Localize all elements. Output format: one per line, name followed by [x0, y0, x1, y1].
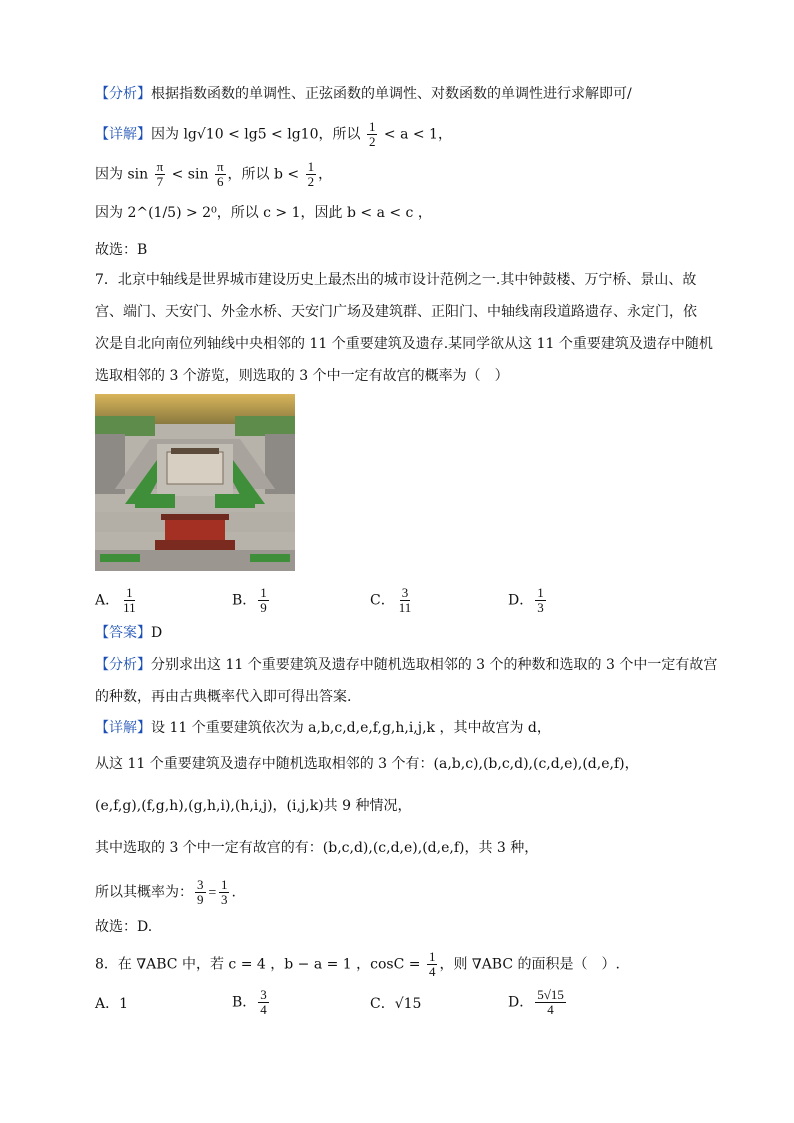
q6-detail-2-mid: < sin	[167, 166, 213, 183]
q7-stem-1: 7．北京中轴线是世界城市建设历史上最杰出的城市设计范例之一.其中钟鼓楼、万宁桥、景山、故	[95, 272, 697, 288]
q7-detail-3: (e,f,g),(f,g,h),(g,h,i),(h,i,j)，(i,j,k)共 9 种情况，	[95, 798, 412, 814]
answer-tag: 【答案】	[95, 625, 151, 641]
q7-result: 故选：D.	[95, 919, 153, 935]
q6-detail-1	[95, 120, 452, 149]
q7-detail-1	[95, 718, 551, 738]
q6-detail-2-text: 因为 sin	[95, 166, 153, 183]
q8-option-d[interactable]	[508, 988, 568, 1017]
q7-stem-2: 宫、端门、天安门、外金水桥、天安门广场及建筑群、正阳门、中轴线南段道路遗存、永定门，依	[95, 304, 697, 320]
q6-detail-2-end: ，	[318, 166, 333, 183]
answer-value: D	[151, 625, 163, 641]
q6-analysis-text: 根据指数函数的单调性、正弦函数的单调性、对数函数的单调性进行求解即可/	[151, 86, 632, 102]
q6-detail-1-text: 因为 lg√10 < lg5 < lg10，所以	[151, 126, 365, 143]
q8-stem-end: ，则 ∇ABC 的面积是（ ）.	[439, 956, 620, 973]
detail-tag: 【详解】	[95, 720, 151, 736]
q7-detail-2: 从这 11 个重要建筑及遗存中随机选取相邻的 3 个有：(a,b,c),(b,c,d),(c,d,e),(d,e,f)，	[95, 756, 639, 772]
aerial-photo	[95, 394, 295, 571]
fraction-3-9: $\frac{3}{9}$	[197, 877, 204, 907]
q7-detail-4: 其中选取的 3 个中一定有故宫的有：(b,c,d),(c,d,e),(d,e,f)，共 3 种，	[95, 840, 539, 856]
fraction-pi-6: $\frac{\pi}{6}$	[216, 159, 224, 189]
q7-detail-text: 设 11 个重要建筑依次为 a,b,c,d,e,f,g,h,i,j,k ，其中故宫为 d，	[151, 720, 551, 736]
q7-analysis-2: 的种数，再由古典概率代入即可得出答案.	[95, 689, 352, 705]
fraction-1-3: $\frac{1}{3}$	[220, 877, 228, 907]
fraction-cos: $\frac{1}{4}$	[428, 949, 436, 979]
q7-stem-4: 选取相邻的 3 个游览，则选取的 3 个中一定有故宫的概率为（ ）	[95, 368, 509, 384]
q8-option-b[interactable]	[232, 988, 271, 1017]
q8-stem	[95, 950, 620, 979]
option-label: B．	[232, 592, 257, 609]
q6-detail-3: 因为 2^(1/5) > 2⁰，所以 c > 1，因此 b < a < c ，	[95, 205, 432, 221]
option-fraction: $\frac{1}{11}$	[123, 585, 136, 615]
q7-analysis-text: 分别求出这 11 个重要建筑及遗存中随机选取相邻的 3 个的种数和选取的 3 个中一定有故宫	[151, 657, 718, 673]
q7-option-a[interactable]	[95, 586, 140, 615]
q7-analysis-1	[95, 655, 717, 675]
option-label: C．	[370, 592, 395, 609]
option-fraction: $\frac{5√15}{4}$	[537, 987, 564, 1017]
q7-option-d[interactable]	[508, 586, 548, 615]
q6-detail-2-post: ，所以 b <	[227, 166, 304, 183]
option-label: D．	[508, 994, 534, 1011]
q6-analysis	[95, 84, 632, 104]
q7-stem-3: 次是自北向南位列轴线中央相邻的 11 个重要建筑及遗存.某同学欲从这 11 个重要建筑及遗存中随机	[95, 336, 713, 352]
fraction-half-2: $\frac{1}{2}$	[307, 159, 315, 189]
q7-answer	[95, 623, 162, 643]
q7-option-b[interactable]	[232, 586, 271, 615]
option-fraction: $\frac{1}{9}$	[260, 585, 267, 615]
detail-tag: 【详解】	[95, 126, 151, 143]
probability-label: 所以其概率为：	[95, 884, 193, 901]
option-fraction: $\frac{3}{11}$	[398, 585, 412, 615]
option-label: A．	[95, 592, 120, 609]
analysis-tag: 【分析】	[95, 657, 151, 673]
option-fraction: $\frac{3}{4}$	[260, 987, 267, 1017]
q6-detail-1-end: < a < 1，	[379, 126, 452, 143]
fraction-half: $\frac{1}{2}$	[368, 119, 376, 149]
q8-option-a[interactable]: A．1	[95, 996, 129, 1012]
q6-result: 故选：B	[95, 242, 148, 258]
option-label: B．	[232, 994, 257, 1011]
option-fraction: $\frac{1}{3}$	[537, 585, 544, 615]
q6-detail-2	[95, 160, 332, 189]
q7-detail-5: 所以其概率为： $\frac{3}{9}$ = $\frac{1}{3}$ .	[95, 877, 236, 907]
option-label: D．	[508, 592, 534, 609]
q8-option-c[interactable]: C．√15	[370, 996, 422, 1012]
q8-stem-text: 8．在 ∇ABC 中，若 c = 4 ，b − a = 1 ，cosC =	[95, 956, 425, 973]
analysis-tag: 【分析】	[95, 86, 151, 102]
fraction-pi-7: $\frac{\pi}{7}$	[156, 159, 164, 189]
q7-option-c[interactable]	[370, 586, 415, 615]
